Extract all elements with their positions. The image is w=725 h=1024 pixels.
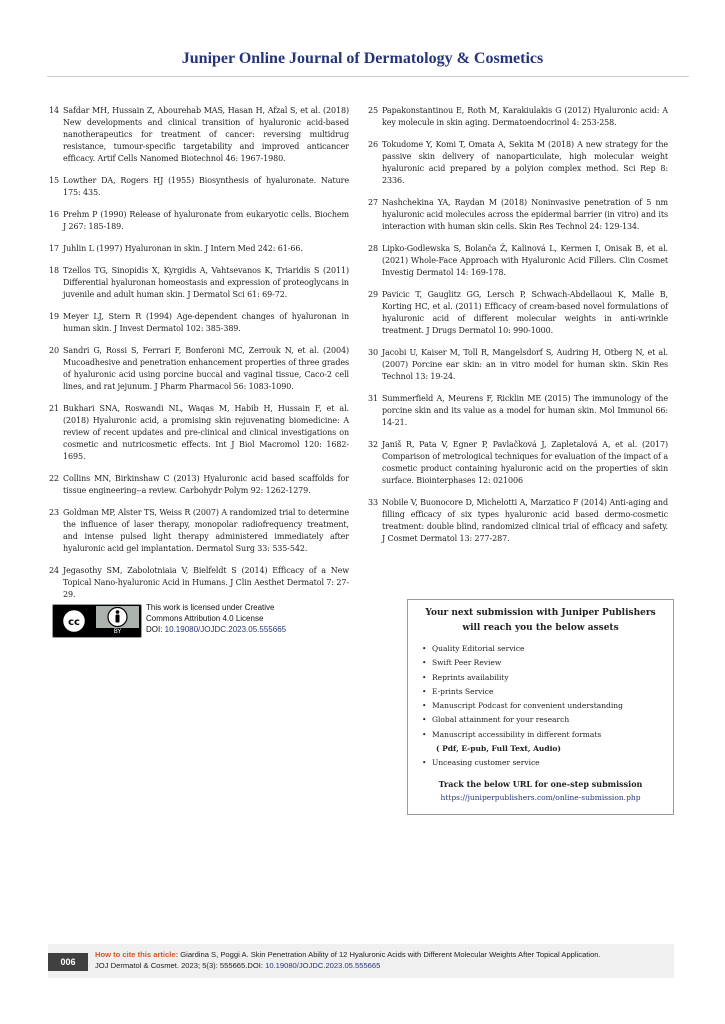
license-line-1: This work is licensed under Creative bbox=[146, 603, 275, 612]
assets-list-item bbox=[422, 642, 673, 656]
assets-track-text: Track the below URL for one-step submission bbox=[438, 778, 643, 789]
footer-bar bbox=[48, 944, 674, 978]
person-icon bbox=[96, 606, 139, 628]
cc-icon bbox=[56, 608, 92, 634]
reference-text: Nashchekina YA, Raydan M (2018) Noninvasive penetration of 5 nm hyaluronic acid molecules across the epidermal barrier (in vitro) and its interaction with human skin cells. Skin Res Technol 24: 129-134. bbox=[382, 198, 668, 231]
assets-heading-line-1: Your next submission with Juniper Publishers bbox=[425, 608, 656, 618]
assets-list-item bbox=[422, 728, 673, 742]
assets-list bbox=[408, 642, 673, 771]
reference-text: Lowther DA, Rogers HJ (1955) Biosynthesis of hyaluronate. Nature 175: 435. bbox=[63, 176, 349, 197]
reference-text: Janiš R, Pata V, Egner P, Pavlačková J, Zapletalová A, et al. (2017) Comparison of metrological techniques for evaluation of the impact of a cosmetic product containing hyaluronic acid on the properties of skin surface. Biointerphases 12: 021006 bbox=[382, 440, 668, 485]
reference-text: Juhlin L (1997) Hyaluronan in skin. J Intern Med 242: 61-66. bbox=[63, 244, 303, 253]
assets-list-item bbox=[422, 699, 673, 713]
submission-url-link[interactable]: https://juniperpublishers.com/online-submission.php bbox=[440, 792, 641, 802]
bullet-icon: • bbox=[422, 644, 427, 653]
reference-number: 31 bbox=[368, 394, 378, 403]
license-block bbox=[52, 604, 352, 638]
reference-number: 26 bbox=[368, 140, 378, 149]
reference-item bbox=[368, 139, 668, 187]
reference-item bbox=[49, 473, 349, 497]
reference-item bbox=[49, 403, 349, 463]
reference-item bbox=[49, 565, 349, 601]
reference-item bbox=[49, 265, 349, 301]
reference-number: 29 bbox=[368, 290, 378, 299]
reference-item bbox=[49, 345, 349, 393]
by-label: BY bbox=[96, 628, 139, 636]
reference-item bbox=[368, 497, 668, 545]
reference-item bbox=[49, 311, 349, 335]
citation-text bbox=[95, 949, 673, 971]
reference-item bbox=[368, 105, 668, 129]
reference-text: Goldman MP, Alster TS, Weiss R (2007) A randomized trial to determine the influence of laser therapy, monopolar radiofrequency treatment, and intense pulsed light therapy administered immediately after hyaluronic acid gel implantation. Dermatol Surg 33: 535-542. bbox=[63, 508, 349, 553]
reference-item bbox=[49, 175, 349, 199]
reference-item bbox=[368, 289, 668, 337]
reference-number: 14 bbox=[49, 106, 59, 115]
assets-item-text: Quality Editorial service bbox=[432, 644, 525, 653]
cc-by-badge[interactable] bbox=[52, 604, 142, 638]
assets-item-text: ( Pdf, E-pub, Full Text, Audio) bbox=[436, 744, 561, 754]
reference-text: Nobile V, Buonocore D, Michelotti A, Marzatico F (2014) Anti-aging and filling efficacy of six types hyaluronic acid based dermo-cosmetic treatment: double blind, randomized clinical trial of efficacy and safety. J Cosmet Dermatol 13: 277-287. bbox=[382, 498, 668, 543]
reference-text: Papakonstantinou E, Roth M, Karakiulakis G (2012) Hyaluronic acid: A key molecule in skin aging. Dermatoendocrinol 4: 253-258. bbox=[382, 106, 668, 127]
assets-item-text: Manuscript accessibility in different formats bbox=[432, 729, 602, 739]
reference-text: Summerfield A, Meurens F, Ricklin ME (2015) The immunology of the porcine skin and its value as a model for human skin. Mol Immunol 66: 14-21. bbox=[382, 394, 668, 427]
license-line-2: Commons Attribution 4.0 License bbox=[146, 614, 264, 623]
reference-number: 19 bbox=[49, 312, 59, 321]
bullet-icon: • bbox=[422, 686, 427, 696]
reference-number: 27 bbox=[368, 198, 378, 207]
reference-item bbox=[368, 347, 668, 383]
cite-label: How to cite this article: bbox=[95, 950, 179, 959]
license-doi-link[interactable]: 10.19080/JOJDC.2023.05.555665 bbox=[164, 625, 287, 634]
bullet-icon: • bbox=[422, 658, 427, 668]
cc-badge-text: cc bbox=[68, 617, 80, 628]
license-doi-line bbox=[146, 624, 356, 635]
assets-list-item bbox=[422, 713, 673, 727]
header-divider bbox=[47, 76, 689, 77]
bullet-icon: • bbox=[422, 701, 427, 711]
reference-item bbox=[49, 209, 349, 233]
page-number-badge: 006 bbox=[48, 953, 88, 971]
bullet-icon: • bbox=[422, 672, 427, 682]
reference-item bbox=[49, 105, 349, 165]
reference-text: Pavicic T, Gauglitz GG, Lersch P, Schwach-Abdellaoui K, Malle B, Korting HC, et al. (2011) Efficacy of cream-based novel formulations of hyaluronic acid of different molecular weights in anti-wrinkle treatment. J Drugs Dermatol 10: 990-1000. bbox=[382, 290, 668, 335]
reference-number: 18 bbox=[49, 266, 59, 275]
assets-list-item bbox=[422, 671, 673, 685]
bullet-icon: • bbox=[422, 758, 427, 768]
reference-text: Bukhari SNA, Roswandi NL, Waqas M, Habib H, Hussain F, et al. (2018) Hyaluronic acid, a promising skin rejuvenating biomedicine: A review of recent updates and pre-clinical and clinical investigations on cosmetic and nutricosmetic effects. Int J Biol Macromol 120: 1682-1695. bbox=[63, 404, 349, 461]
assets-item-text: Global attainment for your research bbox=[432, 715, 570, 725]
assets-heading-line-2: will reach you the below assets bbox=[462, 623, 619, 633]
reference-text: Meyer LJ, Stern R (1994) Age-dependent changes of hyaluronan in human skin. J Invest Dermatol 102: 385-389. bbox=[63, 312, 349, 333]
cite-doi-link[interactable]: 10.19080/JOJDC.2023.05.555665 bbox=[265, 961, 381, 970]
reference-number: 24 bbox=[49, 566, 59, 575]
journal-title: Juniper Online Journal of Dermatology & Cosmetics bbox=[181, 50, 544, 67]
reference-number: 17 bbox=[49, 244, 59, 253]
reference-number: 33 bbox=[368, 498, 378, 507]
reference-number: 22 bbox=[49, 474, 59, 483]
reference-number: 25 bbox=[368, 106, 378, 115]
assets-item-text: Swift Peer Review bbox=[432, 658, 502, 668]
assets-list-item bbox=[422, 756, 673, 770]
reference-text: Jegasothy SM, Zabolotniaia V, Bielfeldt S (2014) Efficacy of a New Topical Nano-hyaluronic Acid in Humans. J Clin Aesthet Dermatol 7: 27-29. bbox=[63, 566, 349, 599]
references-left-column bbox=[49, 105, 349, 611]
reference-text: Lipko-Godlewska S, Bolanča Ž, Kalinová L, Kermen I, Onisak B, et al. (2021) Whole-Face Approach with Hyaluronic Acid Fillers. Clin Cosmet Investig Dermatol 14: 169-178. bbox=[382, 244, 668, 277]
reference-number: 28 bbox=[368, 244, 378, 253]
reference-text: Sandri G, Rossi S, Ferrari F, Bonferoni MC, Zerrouk N, et al. (2004) Mucoadhesive and penetration enhancement properties of three grades of hyaluronic acid using porcine buccal and vaginal tissue, Caco-2 cell lines, and rat jejunum. J Pharm Pharmacol 56: 1083-1090. bbox=[63, 346, 349, 391]
reference-text: Safdar MH, Hussain Z, Abourehab MAS, Hasan H, Afzal S, et al. (2018) New developments and clinical transition of hyaluronic acid-based nanotherapeutics for treatment of cancer: reversing multidrug resistance, tumour-specific targetability and improved anticancer efficacy. Artif Cells Nanomed Biotechnol 46: 1967-1980. bbox=[63, 106, 349, 163]
license-text bbox=[146, 602, 356, 635]
submission-assets-box bbox=[407, 599, 674, 815]
reference-text: Tzellos TG, Sinopidis X, Kyrgidis A, Vahtsevanos K, Triaridis S (2011) Differential hyaluronan homeostasis and expression of proteoglycans in juvenile and adult human skin. J Dermatol Sci 61: 69-72. bbox=[63, 266, 349, 299]
references-right-column bbox=[368, 105, 668, 555]
assets-list-item bbox=[422, 656, 673, 670]
reference-number: 16 bbox=[49, 210, 59, 219]
assets-formats-note bbox=[422, 742, 673, 756]
reference-text: Collins MN, Birkinshaw C (2013) Hyaluronic acid based scaffolds for tissue engineering--a review. Carbohydr Polym 92: 1262-1279. bbox=[63, 474, 349, 495]
reference-text: Prehm P (1990) Release of hyaluronate from eukaryotic cells. Biochem J 267: 185-189. bbox=[63, 210, 349, 231]
reference-item bbox=[368, 393, 668, 429]
bullet-icon: • bbox=[422, 729, 427, 739]
reference-item bbox=[49, 243, 349, 255]
reference-number: 30 bbox=[368, 348, 378, 357]
reference-text: Tokudome Y, Komi T, Omata A, Sekita M (2018) A new strategy for the passive skin delivery of nanoparticulate, high molecular weight hyaluronic acid prepared by a polyion complex method. Sci Rep 8: 2336. bbox=[382, 140, 668, 185]
reference-number: 32 bbox=[368, 440, 378, 449]
reference-number: 15 bbox=[49, 176, 59, 185]
reference-text: Jacobi U, Kaiser M, Toll R, Mangelsdorf S, Audring H, Otberg N, et al. (2007) Porcine ear skin: an in vitro model for human skin. Skin Res Technol 13: 19-24. bbox=[382, 348, 668, 381]
reference-item bbox=[368, 243, 668, 279]
reference-number: 20 bbox=[49, 346, 59, 355]
reference-item bbox=[368, 439, 668, 487]
assets-item-text: Unceasing customer service bbox=[432, 758, 540, 768]
cite-body: Giardina S, Poggi A. Skin Penetration Ability of 12 Hyaluronic Acids with Different Molecular Weights After Topical Application. bbox=[178, 950, 601, 959]
license-doi-prefix: DOI: bbox=[146, 625, 165, 634]
assets-list-item bbox=[422, 685, 673, 699]
assets-heading bbox=[408, 606, 673, 636]
assets-item-text: Manuscript Podcast for convenient understanding bbox=[432, 701, 623, 711]
reference-number: 23 bbox=[49, 508, 59, 517]
reference-number: 21 bbox=[49, 404, 59, 413]
assets-item-text: Reprints availability bbox=[432, 672, 509, 682]
reference-item bbox=[368, 197, 668, 233]
assets-item-text: E-prints Service bbox=[432, 686, 494, 696]
bullet-icon: • bbox=[422, 715, 427, 725]
reference-item bbox=[49, 507, 349, 555]
cite-journal: JOJ Dermatol & Cosmet. 2023; 5(3): 555665.DOI: bbox=[95, 961, 266, 970]
